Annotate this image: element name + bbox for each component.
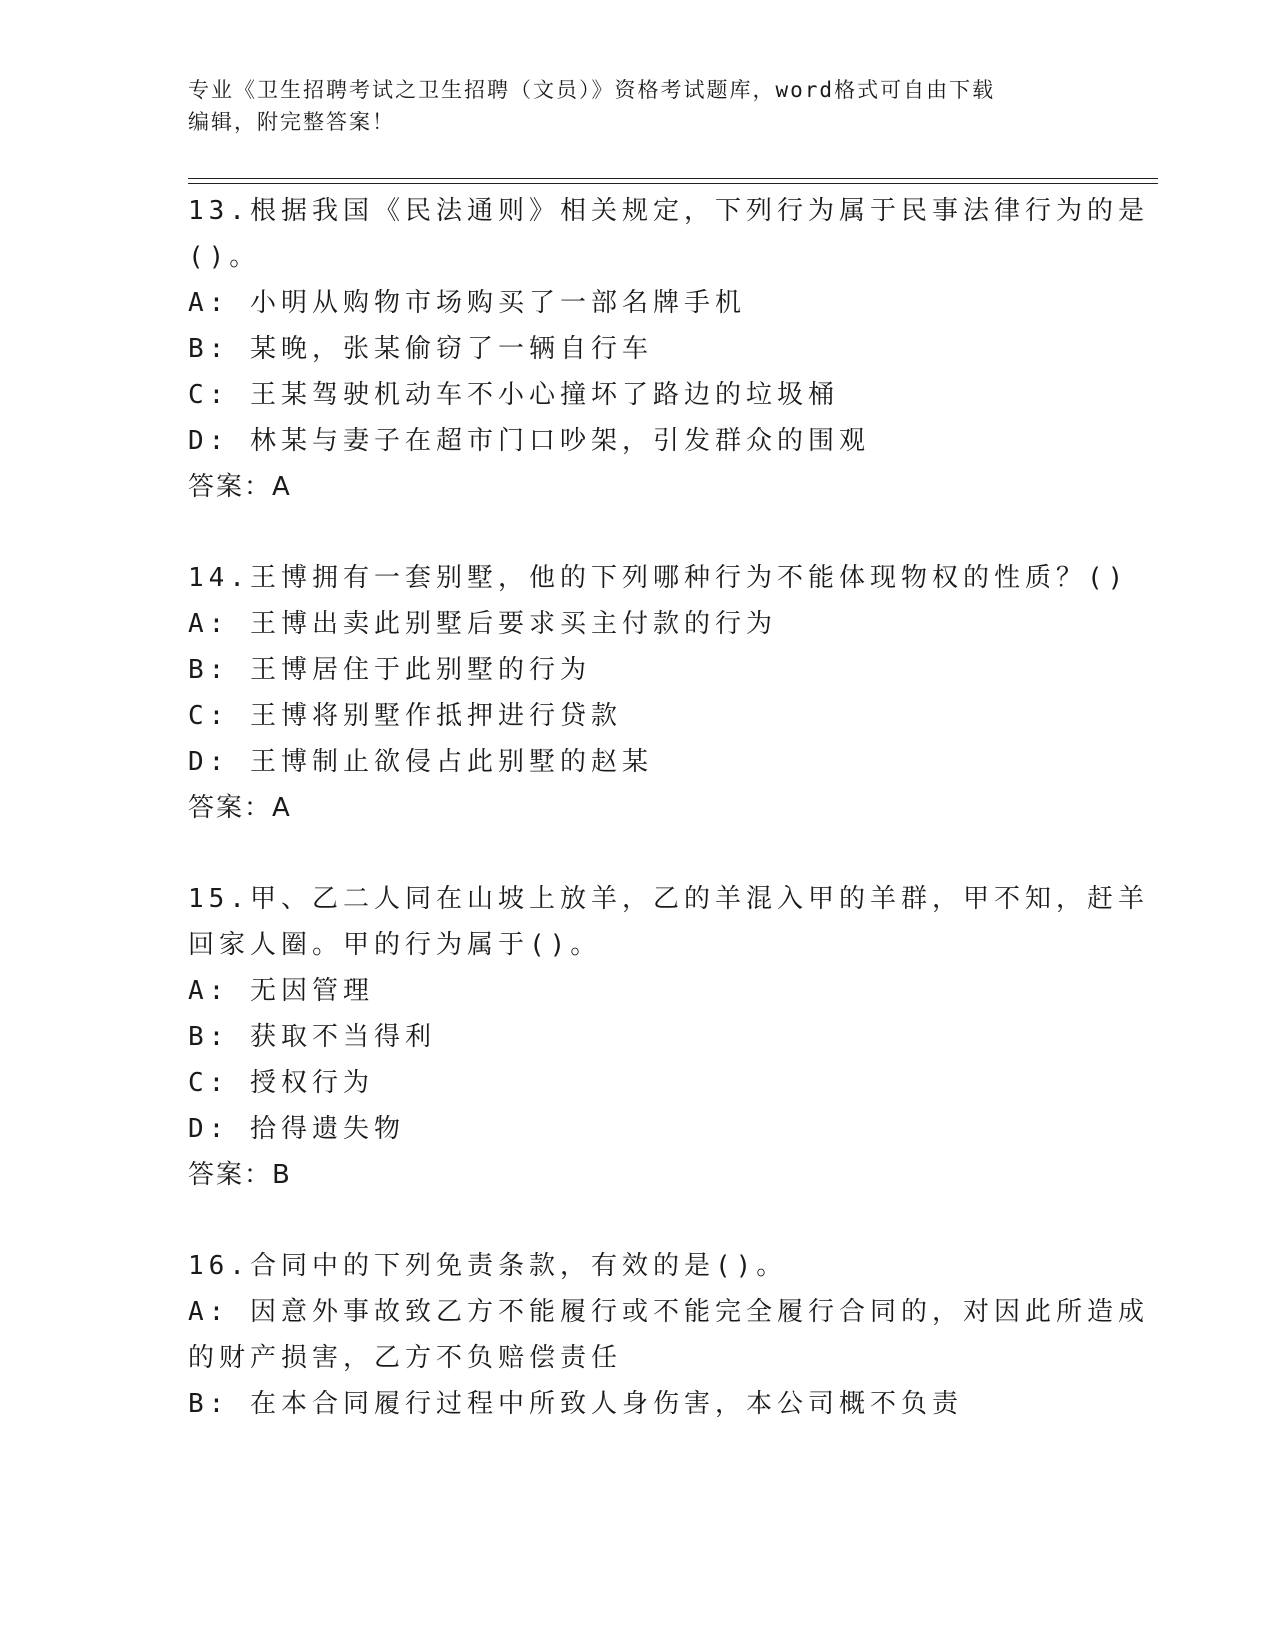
question-stem: 14.王博拥有一套别墅，他的下列哪种行为不能体现物权的性质？() (188, 563, 1129, 593)
option-b: B: 在本合同履行过程中所致人身伤害，本公司概不负责 (188, 1389, 963, 1419)
question-stem: 回家人圈。甲的行为属于()。 (188, 930, 602, 960)
option-a-continued: 的财产损害，乙方不负赔偿责任 (188, 1343, 623, 1373)
option-a: A: 王博出卖此别墅后要求买主付款的行为 (188, 609, 777, 639)
question-15 (188, 876, 1149, 1198)
question-stem: 15.甲、乙二人同在山坡上放羊，乙的羊混入甲的羊群，甲不知，赶羊 (188, 884, 1149, 914)
option-c: C: 王某驾驶机动车不小心撞坏了路边的垃圾桶 (188, 380, 839, 410)
option-b: B: 王博居住于此别墅的行为 (188, 655, 591, 685)
question-13 (188, 188, 1149, 510)
option-d: D: 林某与妻子在超市门口吵架，引发群众的围观 (188, 426, 870, 456)
option-b: B: 某晚，张某偷窃了一辆自行车 (188, 334, 653, 364)
question-16 (188, 1243, 1149, 1427)
header-line-1: 专业《卫生招聘考试之卫生招聘（文员）》资格考试题库，word格式可自由下载 (188, 78, 996, 102)
document-header (188, 74, 1088, 138)
option-c: C: 授权行为 (188, 1068, 374, 1098)
option-c: C: 王博将别墅作抵押进行贷款 (188, 701, 622, 731)
question-stem: ()。 (188, 242, 261, 272)
spacer (188, 831, 1088, 876)
spacer (188, 1198, 1088, 1243)
option-d: D: 拾得遗失物 (188, 1114, 405, 1144)
option-a: A: 因意外事故致乙方不能履行或不能完全履行合同的，对因此所造成 (188, 1297, 1149, 1327)
option-a: A: 小明从购物市场购买了一部名牌手机 (188, 288, 746, 318)
header-divider-top (188, 178, 1158, 179)
option-a: A: 无因管理 (188, 976, 374, 1006)
spacer (188, 510, 1088, 555)
question-stem: 13.根据我国《民法通则》相关规定，下列行为属于民事法律行为的是 (188, 196, 1149, 226)
question-stem: 16.合同中的下列免责条款，有效的是()。 (188, 1251, 788, 1281)
option-b: B: 获取不当得利 (188, 1022, 436, 1052)
answer-label: 答案：B (188, 1160, 292, 1190)
answer-label: 答案：A (188, 793, 292, 823)
question-list (188, 188, 1149, 1427)
answer-label: 答案：A (188, 472, 292, 502)
question-14 (188, 555, 1129, 831)
header-divider-bottom (188, 183, 1158, 184)
option-d: D: 王博制止欲侵占此别墅的赵某 (188, 747, 653, 777)
header-line-2: 编辑，附完整答案！ (188, 110, 395, 134)
